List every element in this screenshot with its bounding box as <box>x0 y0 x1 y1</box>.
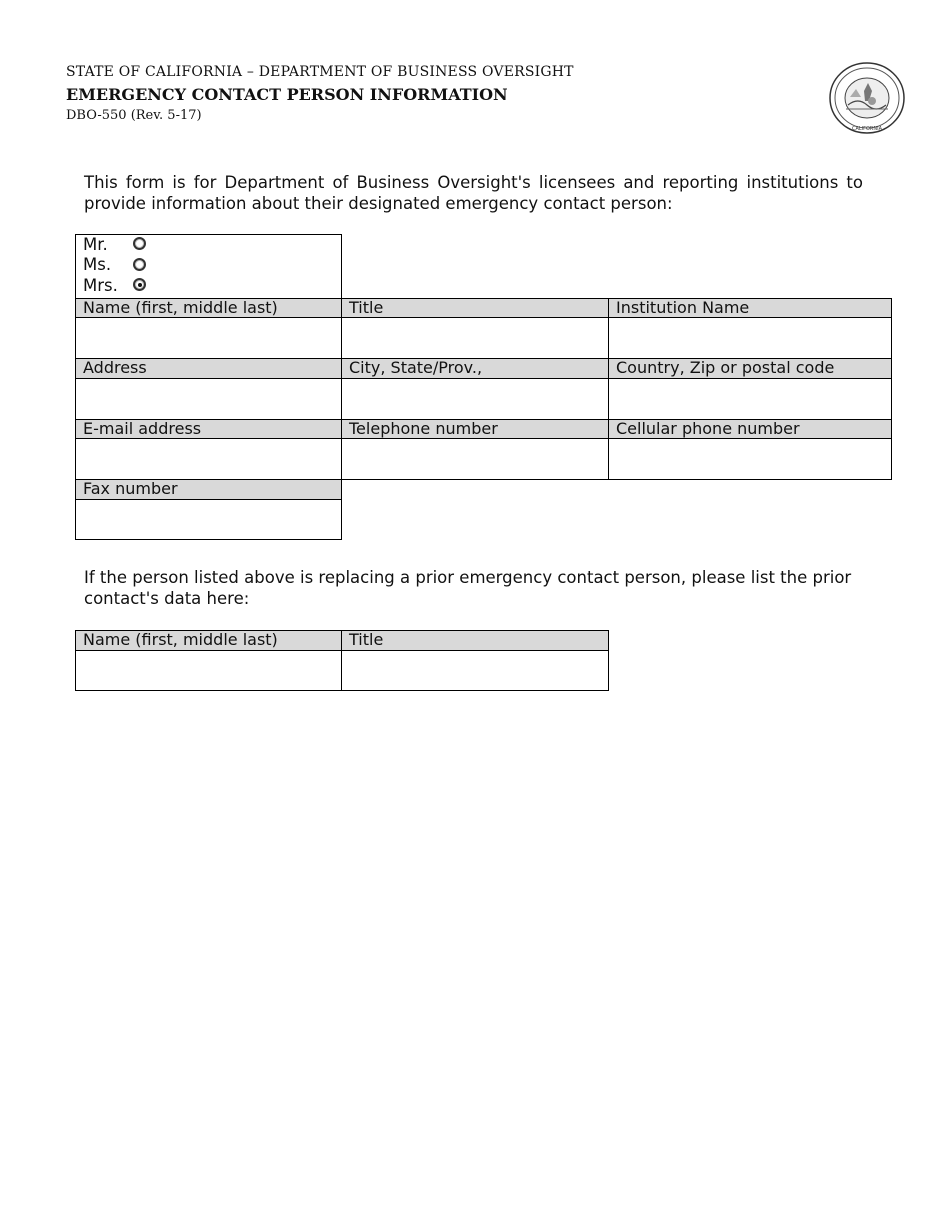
cellular-label: Cellular phone number <box>608 419 892 439</box>
agency-name: STATE OF CALIFORNIA – DEPARTMENT OF BUSINESS OVERSIGHT <box>66 64 574 80</box>
country-zip-label: Country, Zip or postal code <box>608 358 892 379</box>
prior-name-label: Name (first, middle last) <box>75 630 342 651</box>
name-field[interactable] <box>75 317 342 359</box>
fax-label: Fax number <box>75 479 342 500</box>
email-label: E-mail address <box>75 419 342 439</box>
salutation-label-mrs: Mrs. <box>83 276 118 295</box>
name-label: Name (first, middle last) <box>75 298 342 318</box>
radio-mr[interactable] <box>133 237 146 250</box>
title-field[interactable] <box>341 317 609 359</box>
intro-text: This form is for Department of Business Oversight's licensees and reporting institutions to provide information about their designated emergency contact person: <box>84 173 863 213</box>
salutation-label-mr: Mr. <box>83 235 108 254</box>
fax-field[interactable] <box>75 499 342 540</box>
city-field[interactable] <box>341 378 609 420</box>
title-label: Title <box>341 298 609 318</box>
address-label: Address <box>75 358 342 379</box>
salutation-label-ms: Ms. <box>83 255 112 274</box>
svg-text:CALIFORNIA: CALIFORNIA <box>851 126 883 132</box>
form-number: DBO-550 (Rev. 5-17) <box>66 108 202 123</box>
form-title: EMERGENCY CONTACT PERSON INFORMATION <box>66 85 508 104</box>
country-zip-field[interactable] <box>608 378 892 420</box>
city-label: City, State/Prov., <box>341 358 609 379</box>
email-field[interactable] <box>75 438 342 480</box>
address-field[interactable] <box>75 378 342 420</box>
radio-ms[interactable] <box>133 258 146 271</box>
telephone-field[interactable] <box>341 438 609 480</box>
prior-contact-text: If the person listed above is replacing a prior emergency contact person, please list the prior contact's data here: <box>84 568 852 608</box>
radio-mrs[interactable] <box>133 278 146 291</box>
institution-field[interactable] <box>608 317 892 359</box>
institution-label: Institution Name <box>608 298 892 318</box>
telephone-label: Telephone number <box>341 419 609 439</box>
prior-title-label: Title <box>341 630 609 651</box>
cellular-field[interactable] <box>608 438 892 480</box>
prior-name-field[interactable] <box>75 650 342 691</box>
california-seal-icon <box>828 61 906 135</box>
prior-title-field[interactable] <box>341 650 609 691</box>
